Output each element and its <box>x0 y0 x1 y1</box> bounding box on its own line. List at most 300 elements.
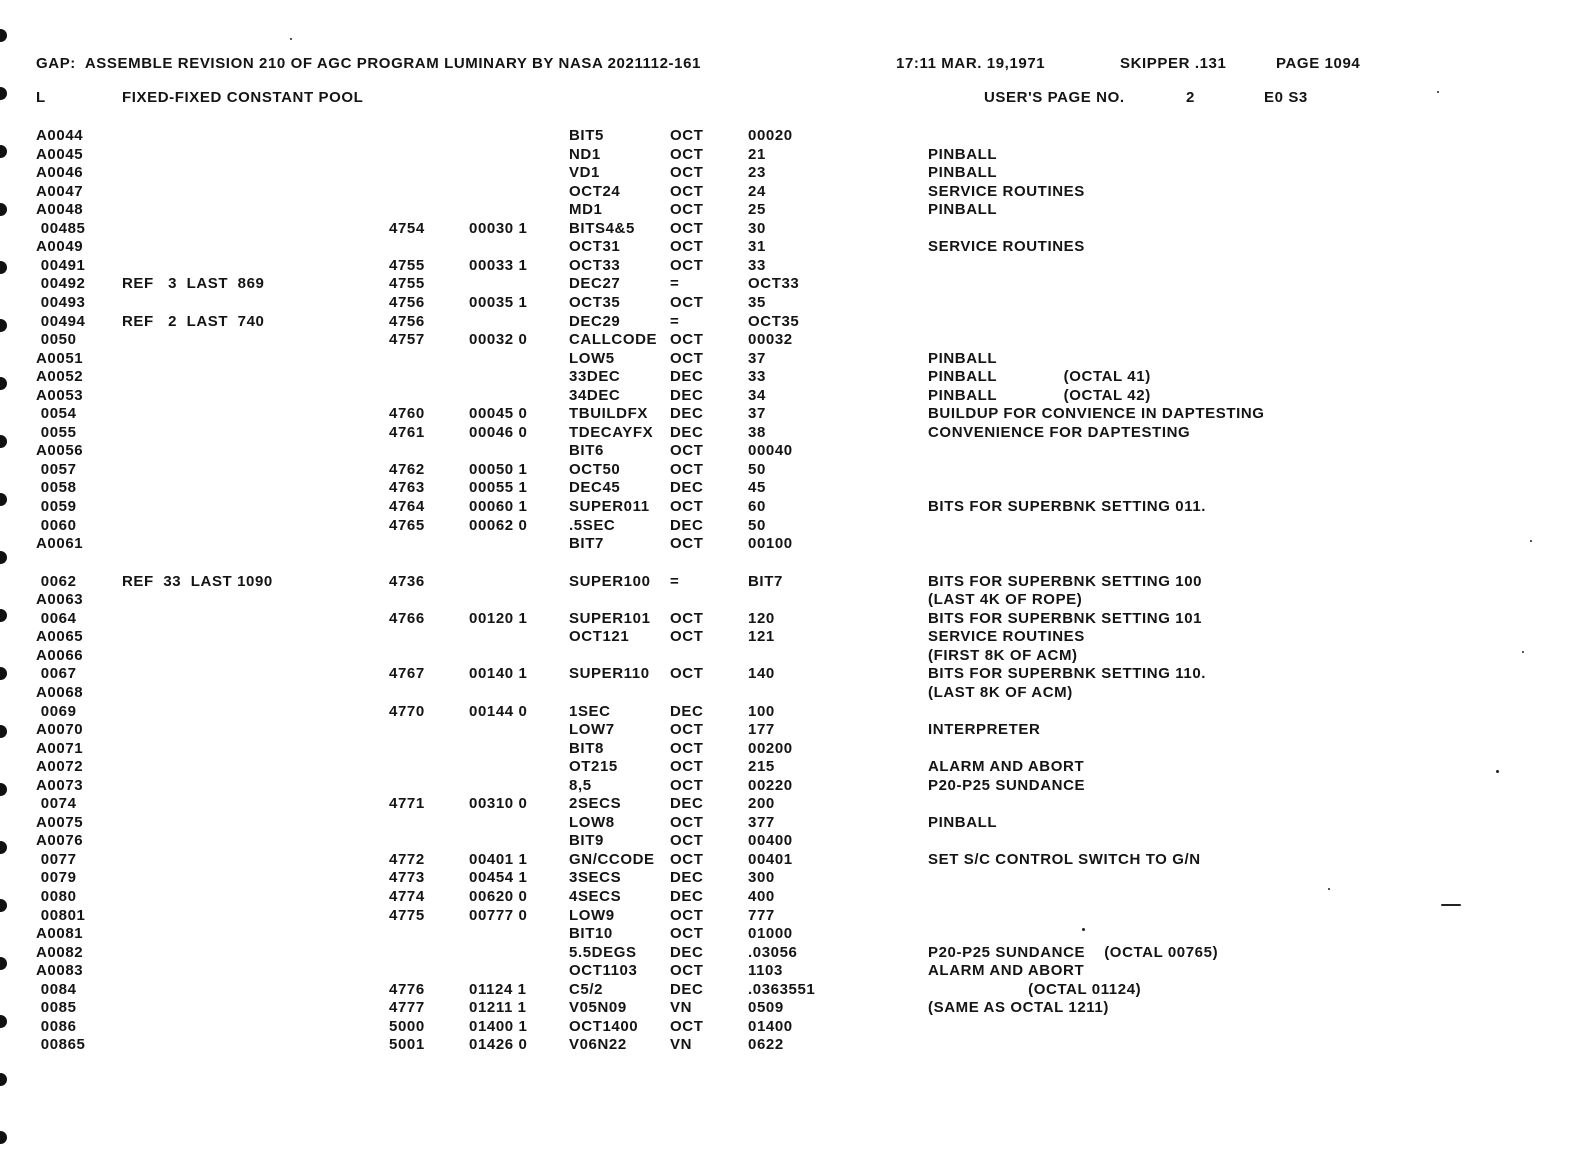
opcode: OCT <box>670 182 704 200</box>
opcode: DEC <box>670 943 704 961</box>
print-timestamp: 17:11 MAR. 19,1971 <box>896 55 1046 72</box>
line-number: 0059 <box>36 498 77 515</box>
memory-address: 4736 <box>389 572 425 590</box>
symbol-label: OT215 <box>569 758 618 776</box>
octal-word: 00055 1 <box>469 479 528 497</box>
line-number: A0049 <box>36 238 84 256</box>
opcode: OCT <box>670 721 704 739</box>
opcode: = <box>670 572 680 590</box>
symbol-label: OCT24 <box>569 182 621 200</box>
listing-row <box>0 591 1560 609</box>
comment: SERVICE ROUTINES <box>928 238 1085 256</box>
operand: 100 <box>748 702 775 720</box>
octal-word: 00140 1 <box>469 665 528 683</box>
symbol-label: LOW9 <box>569 906 615 924</box>
symbol-label: OCT50 <box>569 460 621 478</box>
line-number: 00801 <box>36 906 86 924</box>
opcode: DEC <box>670 405 704 423</box>
symbol-label: OCT35 <box>569 293 621 311</box>
octal-word: 00035 1 <box>469 293 528 311</box>
listing-row <box>0 331 1560 349</box>
line-number: A0047 <box>36 182 84 200</box>
line-number: A0048 <box>36 201 84 219</box>
reference-info: REF 33 LAST 1090 <box>122 572 273 590</box>
punch-hole <box>0 1073 7 1086</box>
line-number: 0086 <box>36 1017 77 1035</box>
opcode: OCT <box>670 164 704 182</box>
line-number: 0069 <box>36 702 77 720</box>
memory-address: 4760 <box>389 405 425 423</box>
comment: PINBALL <box>928 164 998 182</box>
listing-row <box>0 238 1560 256</box>
opcode: OCT <box>670 201 704 219</box>
symbol-label: CALLCODE <box>569 331 658 349</box>
listing-row <box>0 740 1560 758</box>
comment: ALARM AND ABORT <box>928 962 1085 980</box>
operand: 00200 <box>748 739 793 757</box>
symbol-label: BITS4&5 <box>569 219 635 237</box>
listing-row <box>0 220 1560 238</box>
memory-address: 4767 <box>389 665 425 683</box>
opcode: DEC <box>670 479 704 497</box>
symbol-label: 5.5DEGS <box>569 943 637 961</box>
punch-hole <box>0 87 7 100</box>
operand: 50 <box>748 460 766 478</box>
opcode: DEC <box>670 869 704 887</box>
line-number: A0072 <box>36 758 84 776</box>
listing-row <box>0 517 1560 535</box>
symbol-label: 34DEC <box>569 386 621 404</box>
listing-row <box>0 442 1560 460</box>
octal-word: 00454 1 <box>469 869 528 887</box>
symbol-label: BIT9 <box>569 832 604 850</box>
opcode: OCT <box>670 850 704 868</box>
memory-address: 4764 <box>389 498 425 515</box>
symbol-label: SUPER110 <box>569 665 650 683</box>
octal-word: 01400 1 <box>469 1017 528 1035</box>
line-number: A0053 <box>36 386 84 404</box>
operand: 60 <box>748 498 766 515</box>
operand: 0622 <box>748 1036 784 1054</box>
comment: CONVENIENCE FOR DAPTESTING <box>928 423 1191 441</box>
listing-row <box>0 944 1560 962</box>
octal-word: 00620 0 <box>469 888 528 905</box>
line-number: 00485 <box>36 219 86 237</box>
page-number: PAGE 1094 <box>1276 55 1361 72</box>
listing-row <box>0 721 1560 739</box>
symbol-label: BIT10 <box>569 925 613 943</box>
line-number: A0073 <box>36 776 84 794</box>
listing-row <box>0 703 1560 721</box>
opcode: = <box>670 312 680 330</box>
paper-speck <box>1496 770 1499 773</box>
line-number: 0054 <box>36 405 77 423</box>
listing-row <box>0 628 1560 646</box>
symbol-label: OCT1103 <box>569 962 638 980</box>
opcode: OCT <box>670 238 704 256</box>
operand: 25 <box>748 201 766 219</box>
operand: 00100 <box>748 535 793 553</box>
user-page-label: USER'S PAGE NO. <box>984 89 1125 106</box>
symbol-label: V05N09 <box>569 999 627 1017</box>
octal-word: 00120 1 <box>469 609 528 627</box>
operand: 140 <box>748 665 775 683</box>
memory-address: 4766 <box>389 609 425 627</box>
operand: 01000 <box>748 925 793 943</box>
operand: 177 <box>748 721 775 739</box>
line-number: A0076 <box>36 832 84 850</box>
comment: (LAST 4K OF ROPE) <box>928 591 1083 609</box>
operand: 1103 <box>748 962 783 980</box>
symbol-label: LOW5 <box>569 349 615 367</box>
opcode: OCT <box>670 628 704 646</box>
listing-row <box>0 647 1560 665</box>
operand: 45 <box>748 479 766 497</box>
comment: SERVICE ROUTINES <box>928 182 1085 200</box>
symbol-label: TBUILDFX <box>569 405 648 423</box>
listing-row <box>0 925 1560 943</box>
symbol-label: 8,5 <box>569 776 592 794</box>
symbol-label: BIT5 <box>569 127 604 144</box>
punch-hole <box>0 1131 7 1144</box>
operand: 31 <box>748 238 766 256</box>
opcode: OCT <box>670 776 704 794</box>
octal-word: 00045 0 <box>469 405 528 423</box>
symbol-label: LOW7 <box>569 721 615 739</box>
symbol-label: SUPER011 <box>569 498 650 515</box>
line-number: 0050 <box>36 331 77 349</box>
operand: 777 <box>748 906 775 924</box>
symbol-label: BIT6 <box>569 442 604 460</box>
opcode: DEC <box>670 795 704 813</box>
line-number: A0044 <box>36 127 84 144</box>
paper-speck <box>1530 540 1532 542</box>
opcode: OCT <box>670 962 704 980</box>
operand: 38 <box>748 423 766 441</box>
line-number: A0061 <box>36 535 84 553</box>
opcode: OCT <box>670 1017 704 1035</box>
comment: PINBALL (OCTAL 42) <box>928 386 1151 404</box>
listing-row <box>0 424 1560 442</box>
opcode: OCT <box>670 293 704 311</box>
listing-row <box>0 758 1560 776</box>
operand: 0509 <box>748 999 784 1017</box>
memory-address: 4761 <box>389 423 425 441</box>
opcode: OCT <box>670 349 704 367</box>
comment: PINBALL (OCTAL 41) <box>928 368 1151 386</box>
symbol-label: SUPER100 <box>569 572 651 590</box>
operand: 00220 <box>748 776 793 794</box>
listing-type: L <box>36 89 46 106</box>
operand: 215 <box>748 758 775 776</box>
memory-address: 4772 <box>389 850 425 868</box>
line-number: 0080 <box>36 888 77 905</box>
operand: 00032 <box>748 331 793 349</box>
opcode: OCT <box>670 739 704 757</box>
octal-word: 00030 1 <box>469 219 528 237</box>
comment: INTERPRETER <box>928 721 1041 739</box>
comment: BITS FOR SUPERBNK SETTING 011. <box>928 498 1207 515</box>
listing-row <box>0 907 1560 925</box>
symbol-label: OCT31 <box>569 238 621 256</box>
operand: 200 <box>748 795 775 813</box>
opcode: OCT <box>670 498 704 515</box>
memory-address: 5001 <box>389 1036 425 1054</box>
section-code: E0 S3 <box>1264 89 1308 106</box>
opcode: = <box>670 275 680 293</box>
operand: 50 <box>748 516 766 534</box>
line-number: 0060 <box>36 516 77 534</box>
opcode: OCT <box>670 609 704 627</box>
listing-row <box>0 814 1560 832</box>
comment: (SAME AS OCTAL 1211) <box>928 999 1109 1017</box>
line-number: 0084 <box>36 980 77 998</box>
opcode: DEC <box>670 423 704 441</box>
symbol-label: BIT7 <box>569 535 604 553</box>
opcode: OCT <box>670 665 704 683</box>
opcode: OCT <box>670 535 704 553</box>
line-number: A0051 <box>36 349 84 367</box>
listing-row <box>0 387 1560 405</box>
line-number: 00494 <box>36 312 86 330</box>
listing-row <box>0 999 1560 1017</box>
opcode: DEC <box>670 516 704 534</box>
line-number: 00493 <box>36 293 86 311</box>
memory-address: 4756 <box>389 293 425 311</box>
opcode: OCT <box>670 145 704 163</box>
listing-row <box>0 294 1560 312</box>
listing-row <box>0 665 1560 683</box>
operand: .0363551 <box>748 980 816 998</box>
comment: BITS FOR SUPERBNK SETTING 101 <box>928 609 1203 627</box>
line-number: A0046 <box>36 164 84 182</box>
comment: PINBALL <box>928 813 998 831</box>
symbol-label: 4SECS <box>569 888 622 905</box>
listing-row <box>0 869 1560 887</box>
reference-info: REF 3 LAST 869 <box>122 275 265 293</box>
opcode: OCT <box>670 127 704 144</box>
opcode: OCT <box>670 256 704 274</box>
listing-row <box>0 257 1560 275</box>
paper-speck <box>290 38 292 40</box>
comment: PINBALL <box>928 145 998 163</box>
comment: P20-P25 SUNDANCE <box>928 776 1086 794</box>
opcode: DEC <box>670 888 704 905</box>
listing-row <box>0 479 1560 497</box>
symbol-label: LOW8 <box>569 813 615 831</box>
paper-mark <box>1441 904 1461 906</box>
skipper-id: SKIPPER .131 <box>1120 55 1227 72</box>
line-number: 0085 <box>36 999 77 1017</box>
octal-word: 00033 1 <box>469 256 528 274</box>
line-number: A0045 <box>36 145 84 163</box>
comment: ALARM AND ABORT <box>928 758 1085 776</box>
symbol-label: MD1 <box>569 201 603 219</box>
listing-row <box>0 888 1560 906</box>
comment: SERVICE ROUTINES <box>928 628 1085 646</box>
comment: (FIRST 8K OF ACM) <box>928 646 1078 664</box>
listing-row <box>0 795 1560 813</box>
paper-speck <box>1328 888 1330 890</box>
comment: BITS FOR SUPERBNK SETTING 110. <box>928 665 1207 683</box>
opcode: OCT <box>670 442 704 460</box>
line-number: 0077 <box>36 850 77 868</box>
octal-word: 00777 0 <box>469 906 528 924</box>
operand: 34 <box>748 386 766 404</box>
symbol-label: BIT8 <box>569 739 604 757</box>
operand: 37 <box>748 405 766 423</box>
symbol-label: VD1 <box>569 164 600 182</box>
symbol-label: OCT121 <box>569 628 630 646</box>
operand: 33 <box>748 256 766 274</box>
listing-row <box>0 1036 1560 1054</box>
opcode: DEC <box>670 386 704 404</box>
octal-word: 01211 1 <box>469 999 527 1017</box>
opcode: OCT <box>670 813 704 831</box>
operand: 400 <box>748 888 775 905</box>
operand: 30 <box>748 219 766 237</box>
line-number: A0056 <box>36 442 84 460</box>
listing-row <box>0 461 1560 479</box>
operand: BIT7 <box>748 572 783 590</box>
listing-row <box>0 981 1560 999</box>
reference-info: REF 2 LAST 740 <box>122 312 265 330</box>
memory-address: 4771 <box>389 795 425 813</box>
listing-row <box>0 1018 1560 1036</box>
line-number: 0067 <box>36 665 77 683</box>
operand: 120 <box>748 609 775 627</box>
memory-address: 4774 <box>389 888 425 905</box>
memory-address: 4775 <box>389 906 425 924</box>
memory-address: 5000 <box>389 1017 425 1035</box>
symbol-label: DEC27 <box>569 275 621 293</box>
symbol-label: OCT1400 <box>569 1017 639 1035</box>
line-number: A0081 <box>36 925 84 943</box>
listing-row <box>0 851 1560 869</box>
paper-speck <box>1082 928 1085 931</box>
memory-address: 4773 <box>389 869 425 887</box>
opcode: DEC <box>670 980 704 998</box>
listing-row <box>0 405 1560 423</box>
opcode: OCT <box>670 219 704 237</box>
memory-address: 4777 <box>389 999 425 1017</box>
comment: PINBALL <box>928 201 998 219</box>
opcode: VN <box>670 999 693 1017</box>
listing-row <box>0 275 1560 293</box>
opcode: OCT <box>670 906 704 924</box>
listing-row <box>0 962 1560 980</box>
listing-row <box>0 127 1560 145</box>
operand: .03056 <box>748 943 798 961</box>
symbol-label: 33DEC <box>569 368 621 386</box>
symbol-label: GN/CCODE <box>569 850 655 868</box>
line-number: A0082 <box>36 943 84 961</box>
listing-row <box>0 498 1560 516</box>
memory-address: 4756 <box>389 312 425 330</box>
listing-row <box>0 610 1560 628</box>
listing-row <box>0 350 1560 368</box>
line-number: A0066 <box>36 646 84 664</box>
listing-row <box>0 164 1560 182</box>
paper-speck <box>1522 651 1524 653</box>
opcode: DEC <box>670 368 704 386</box>
comment: (OCTAL 01124) <box>928 980 1142 998</box>
line-number: 00865 <box>36 1036 86 1054</box>
line-number: A0065 <box>36 628 84 646</box>
symbol-label: 2SECS <box>569 795 622 813</box>
line-number: A0068 <box>36 683 84 701</box>
memory-address: 4763 <box>389 479 425 497</box>
octal-word: 00144 0 <box>469 702 528 720</box>
paper-speck <box>1437 91 1439 93</box>
operand: 37 <box>748 349 766 367</box>
operand: OCT35 <box>748 312 800 330</box>
line-number: 00491 <box>36 256 86 274</box>
octal-word: 00401 1 <box>469 850 528 868</box>
memory-address: 4765 <box>389 516 425 534</box>
comment: SET S/C CONTROL SWITCH TO G/N <box>928 850 1201 868</box>
user-page-number: 2 <box>1186 89 1195 106</box>
operand: 377 <box>748 813 775 831</box>
opcode: OCT <box>670 460 704 478</box>
listing-row <box>0 684 1560 702</box>
symbol-label: 1SEC <box>569 702 611 720</box>
octal-word: 00050 1 <box>469 460 528 478</box>
memory-address: 4776 <box>389 980 425 998</box>
operand: 00040 <box>748 442 793 460</box>
octal-word: 00310 0 <box>469 795 528 813</box>
opcode: DEC <box>670 702 704 720</box>
opcode: OCT <box>670 331 704 349</box>
symbol-label: V06N22 <box>569 1036 627 1054</box>
line-number: 0064 <box>36 609 77 627</box>
opcode: OCT <box>670 832 704 850</box>
operand: 300 <box>748 869 775 887</box>
line-number: 0055 <box>36 423 77 441</box>
octal-word: 00046 0 <box>469 423 528 441</box>
octal-word: 00060 1 <box>469 498 528 515</box>
line-number: A0071 <box>36 739 84 757</box>
listing-title: GAP: ASSEMBLE REVISION 210 OF AGC PROGRAM LUMINARY BY NASA 2021112-161 <box>36 55 701 72</box>
octal-word: 00062 0 <box>469 516 528 534</box>
memory-address: 4754 <box>389 219 425 237</box>
listing-row <box>0 313 1560 331</box>
line-number: 00492 <box>36 275 86 293</box>
line-number: A0075 <box>36 813 84 831</box>
operand: 33 <box>748 368 766 386</box>
line-number: 0074 <box>36 795 77 813</box>
punch-hole <box>0 29 7 42</box>
symbol-label: 3SECS <box>569 869 622 887</box>
memory-address: 4770 <box>389 702 425 720</box>
comment: P20-P25 SUNDANCE (OCTAL 00765) <box>928 943 1219 961</box>
symbol-label: TDECAYFX <box>569 423 654 441</box>
line-number: A0063 <box>36 591 84 609</box>
section-title: FIXED-FIXED CONSTANT POOL <box>122 89 364 106</box>
listing-row <box>0 201 1560 219</box>
line-number: A0052 <box>36 368 84 386</box>
octal-word: 01426 0 <box>469 1036 528 1054</box>
memory-address: 4762 <box>389 460 425 478</box>
operand: 23 <box>748 164 766 182</box>
opcode: OCT <box>670 758 704 776</box>
symbol-label: OCT33 <box>569 256 621 274</box>
symbol-label: SUPER101 <box>569 609 651 627</box>
operand: 24 <box>748 182 766 200</box>
listing-row <box>0 368 1560 386</box>
operand: 00401 <box>748 850 793 868</box>
comment: (LAST 8K OF ACM) <box>928 683 1073 701</box>
